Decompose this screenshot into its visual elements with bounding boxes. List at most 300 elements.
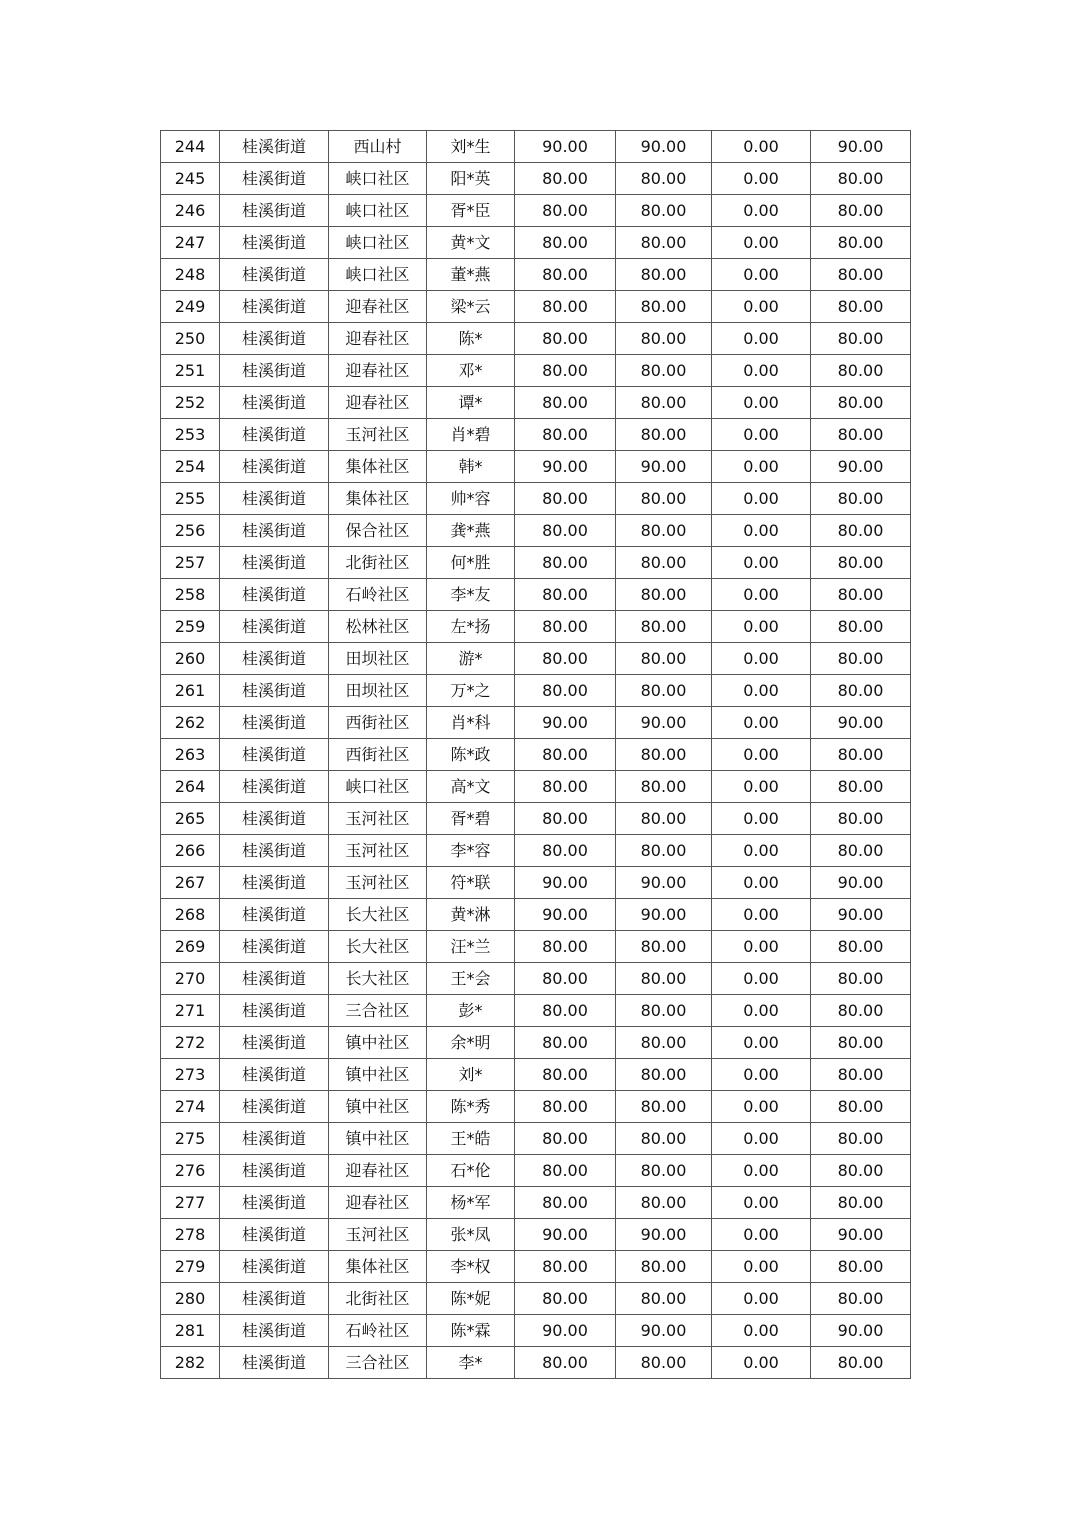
row-number-cell: 259	[161, 611, 220, 643]
amount-cell: 80.00	[616, 1347, 712, 1379]
name-cell: 彭*	[427, 995, 515, 1027]
name-cell: 韩*	[427, 451, 515, 483]
table-row	[161, 323, 911, 355]
amount-cell: 80.00	[616, 1123, 712, 1155]
street-cell: 桂溪街道	[220, 291, 329, 323]
amount-cell: 0.00	[712, 611, 811, 643]
community-cell: 峡口社区	[329, 227, 427, 259]
amount-cell: 90.00	[811, 707, 911, 739]
row-number-cell: 281	[161, 1315, 220, 1347]
amount-cell: 80.00	[616, 323, 712, 355]
name-cell: 左*扬	[427, 611, 515, 643]
amount-cell: 80.00	[811, 323, 911, 355]
amount-cell: 0.00	[712, 323, 811, 355]
amount-cell: 80.00	[515, 643, 616, 675]
amount-cell: 80.00	[811, 195, 911, 227]
community-cell: 峡口社区	[329, 771, 427, 803]
street-cell: 桂溪街道	[220, 323, 329, 355]
community-cell: 集体社区	[329, 483, 427, 515]
amount-cell: 90.00	[616, 899, 712, 931]
row-number-cell: 273	[161, 1059, 220, 1091]
amount-cell: 80.00	[811, 931, 911, 963]
amount-cell: 0.00	[712, 1187, 811, 1219]
street-cell: 桂溪街道	[220, 515, 329, 547]
row-number-cell: 277	[161, 1187, 220, 1219]
name-cell: 李*容	[427, 835, 515, 867]
street-cell: 桂溪街道	[220, 707, 329, 739]
street-cell: 桂溪街道	[220, 1155, 329, 1187]
amount-cell: 90.00	[616, 707, 712, 739]
table-row	[161, 1123, 911, 1155]
row-number-cell: 269	[161, 931, 220, 963]
name-cell: 高*文	[427, 771, 515, 803]
table-row	[161, 483, 911, 515]
amount-cell: 80.00	[515, 419, 616, 451]
amount-cell: 80.00	[616, 1187, 712, 1219]
table-row	[161, 291, 911, 323]
community-cell: 集体社区	[329, 451, 427, 483]
row-number-cell: 258	[161, 579, 220, 611]
amount-cell: 0.00	[712, 163, 811, 195]
amount-cell: 80.00	[616, 387, 712, 419]
amount-cell: 0.00	[712, 675, 811, 707]
table-row	[161, 131, 911, 163]
amount-cell: 80.00	[616, 803, 712, 835]
name-cell: 谭*	[427, 387, 515, 419]
row-number-cell: 252	[161, 387, 220, 419]
street-cell: 桂溪街道	[220, 227, 329, 259]
table-row	[161, 1347, 911, 1379]
amount-cell: 80.00	[515, 1187, 616, 1219]
amount-cell: 90.00	[811, 131, 911, 163]
table-row	[161, 803, 911, 835]
community-cell: 石岭社区	[329, 1315, 427, 1347]
row-number-cell: 262	[161, 707, 220, 739]
community-cell: 迎春社区	[329, 387, 427, 419]
amount-cell: 0.00	[712, 739, 811, 771]
community-cell: 保合社区	[329, 515, 427, 547]
name-cell: 刘*生	[427, 131, 515, 163]
table-row	[161, 419, 911, 451]
table-row	[161, 739, 911, 771]
amount-cell: 80.00	[616, 739, 712, 771]
name-cell: 肖*科	[427, 707, 515, 739]
row-number-cell: 265	[161, 803, 220, 835]
street-cell: 桂溪街道	[220, 1059, 329, 1091]
community-cell: 玉河社区	[329, 867, 427, 899]
name-cell: 何*胜	[427, 547, 515, 579]
row-number-cell: 257	[161, 547, 220, 579]
name-cell: 石*伦	[427, 1155, 515, 1187]
amount-cell: 80.00	[616, 483, 712, 515]
amount-cell: 0.00	[712, 867, 811, 899]
street-cell: 桂溪街道	[220, 899, 329, 931]
table-row	[161, 1027, 911, 1059]
row-number-cell: 255	[161, 483, 220, 515]
community-cell: 镇中社区	[329, 1123, 427, 1155]
amount-cell: 0.00	[712, 419, 811, 451]
street-cell: 桂溪街道	[220, 803, 329, 835]
amount-cell: 0.00	[712, 291, 811, 323]
community-cell: 玉河社区	[329, 419, 427, 451]
row-number-cell: 247	[161, 227, 220, 259]
community-cell: 三合社区	[329, 1347, 427, 1379]
street-cell: 桂溪街道	[220, 419, 329, 451]
amount-cell: 90.00	[811, 899, 911, 931]
amount-cell: 80.00	[811, 1251, 911, 1283]
amount-cell: 80.00	[515, 515, 616, 547]
amount-cell: 80.00	[616, 419, 712, 451]
street-cell: 桂溪街道	[220, 1123, 329, 1155]
amount-cell: 80.00	[515, 1123, 616, 1155]
street-cell: 桂溪街道	[220, 867, 329, 899]
name-cell: 王*会	[427, 963, 515, 995]
amount-cell: 80.00	[515, 227, 616, 259]
amount-cell: 80.00	[811, 1187, 911, 1219]
amount-cell: 0.00	[712, 963, 811, 995]
community-cell: 集体社区	[329, 1251, 427, 1283]
table-row	[161, 963, 911, 995]
amount-cell: 80.00	[515, 963, 616, 995]
amount-cell: 80.00	[811, 675, 911, 707]
community-cell: 长大社区	[329, 963, 427, 995]
amount-cell: 0.00	[712, 227, 811, 259]
amount-cell: 0.00	[712, 259, 811, 291]
amount-cell: 0.00	[712, 1315, 811, 1347]
amount-cell: 80.00	[811, 611, 911, 643]
name-cell: 龚*燕	[427, 515, 515, 547]
amount-cell: 80.00	[811, 387, 911, 419]
amount-cell: 0.00	[712, 707, 811, 739]
amount-cell: 80.00	[515, 835, 616, 867]
name-cell: 余*明	[427, 1027, 515, 1059]
row-number-cell: 272	[161, 1027, 220, 1059]
amount-cell: 80.00	[515, 611, 616, 643]
amount-cell: 80.00	[811, 547, 911, 579]
amount-cell: 0.00	[712, 643, 811, 675]
row-number-cell: 280	[161, 1283, 220, 1315]
name-cell: 汪*兰	[427, 931, 515, 963]
amount-cell: 80.00	[515, 355, 616, 387]
name-cell: 刘*	[427, 1059, 515, 1091]
amount-cell: 80.00	[515, 1155, 616, 1187]
name-cell: 阳*英	[427, 163, 515, 195]
amount-cell: 80.00	[515, 195, 616, 227]
data-table	[160, 130, 911, 1379]
street-cell: 桂溪街道	[220, 163, 329, 195]
amount-cell: 80.00	[515, 931, 616, 963]
row-number-cell: 248	[161, 259, 220, 291]
name-cell: 陈*霖	[427, 1315, 515, 1347]
amount-cell: 80.00	[515, 803, 616, 835]
amount-cell: 80.00	[616, 195, 712, 227]
amount-cell: 80.00	[515, 163, 616, 195]
amount-cell: 80.00	[811, 771, 911, 803]
name-cell: 胥*碧	[427, 803, 515, 835]
amount-cell: 80.00	[515, 579, 616, 611]
amount-cell: 80.00	[616, 1251, 712, 1283]
table-row	[161, 1283, 911, 1315]
amount-cell: 90.00	[515, 1219, 616, 1251]
street-cell: 桂溪街道	[220, 387, 329, 419]
community-cell: 松林社区	[329, 611, 427, 643]
amount-cell: 80.00	[616, 355, 712, 387]
amount-cell: 0.00	[712, 1027, 811, 1059]
amount-cell: 80.00	[616, 163, 712, 195]
street-cell: 桂溪街道	[220, 1283, 329, 1315]
name-cell: 陈*秀	[427, 1091, 515, 1123]
street-cell: 桂溪街道	[220, 1251, 329, 1283]
amount-cell: 0.00	[712, 899, 811, 931]
street-cell: 桂溪街道	[220, 1347, 329, 1379]
street-cell: 桂溪街道	[220, 259, 329, 291]
street-cell: 桂溪街道	[220, 483, 329, 515]
row-number-cell: 274	[161, 1091, 220, 1123]
amount-cell: 0.00	[712, 547, 811, 579]
street-cell: 桂溪街道	[220, 1027, 329, 1059]
amount-cell: 0.00	[712, 1123, 811, 1155]
row-number-cell: 256	[161, 515, 220, 547]
amount-cell: 80.00	[811, 1283, 911, 1315]
amount-cell: 80.00	[811, 1123, 911, 1155]
community-cell: 西山村	[329, 131, 427, 163]
row-number-cell: 261	[161, 675, 220, 707]
amount-cell: 80.00	[616, 931, 712, 963]
table-row	[161, 1091, 911, 1123]
row-number-cell: 250	[161, 323, 220, 355]
amount-cell: 80.00	[616, 1155, 712, 1187]
amount-cell: 80.00	[616, 259, 712, 291]
row-number-cell: 271	[161, 995, 220, 1027]
amount-cell: 80.00	[515, 675, 616, 707]
amount-cell: 0.00	[712, 515, 811, 547]
row-number-cell: 266	[161, 835, 220, 867]
amount-cell: 80.00	[515, 259, 616, 291]
table-row	[161, 1251, 911, 1283]
amount-cell: 90.00	[616, 451, 712, 483]
street-cell: 桂溪街道	[220, 195, 329, 227]
street-cell: 桂溪街道	[220, 1315, 329, 1347]
amount-cell: 0.00	[712, 1091, 811, 1123]
amount-cell: 80.00	[515, 387, 616, 419]
amount-cell: 90.00	[515, 899, 616, 931]
amount-cell: 0.00	[712, 1155, 811, 1187]
amount-cell: 80.00	[616, 771, 712, 803]
amount-cell: 80.00	[515, 547, 616, 579]
row-number-cell: 264	[161, 771, 220, 803]
community-cell: 玉河社区	[329, 1219, 427, 1251]
row-number-cell: 275	[161, 1123, 220, 1155]
amount-cell: 80.00	[616, 515, 712, 547]
row-number-cell: 268	[161, 899, 220, 931]
community-cell: 玉河社区	[329, 835, 427, 867]
street-cell: 桂溪街道	[220, 611, 329, 643]
amount-cell: 90.00	[616, 1315, 712, 1347]
name-cell: 杨*军	[427, 1187, 515, 1219]
amount-cell: 0.00	[712, 579, 811, 611]
amount-cell: 80.00	[811, 963, 911, 995]
name-cell: 肖*碧	[427, 419, 515, 451]
community-cell: 迎春社区	[329, 355, 427, 387]
amount-cell: 90.00	[515, 1315, 616, 1347]
community-cell: 峡口社区	[329, 259, 427, 291]
community-cell: 镇中社区	[329, 1027, 427, 1059]
community-cell: 迎春社区	[329, 1187, 427, 1219]
table-row	[161, 227, 911, 259]
amount-cell: 80.00	[515, 995, 616, 1027]
table-row	[161, 1187, 911, 1219]
street-cell: 桂溪街道	[220, 1187, 329, 1219]
amount-cell: 90.00	[616, 1219, 712, 1251]
amount-cell: 90.00	[515, 451, 616, 483]
amount-cell: 80.00	[515, 323, 616, 355]
row-number-cell: 267	[161, 867, 220, 899]
amount-cell: 80.00	[616, 547, 712, 579]
row-number-cell: 282	[161, 1347, 220, 1379]
community-cell: 西街社区	[329, 707, 427, 739]
name-cell: 帅*容	[427, 483, 515, 515]
amount-cell: 0.00	[712, 1059, 811, 1091]
amount-cell: 80.00	[515, 483, 616, 515]
community-cell: 玉河社区	[329, 803, 427, 835]
name-cell: 李*权	[427, 1251, 515, 1283]
name-cell: 王*皓	[427, 1123, 515, 1155]
amount-cell: 80.00	[515, 291, 616, 323]
table-row	[161, 547, 911, 579]
amount-cell: 80.00	[811, 483, 911, 515]
name-cell: 胥*臣	[427, 195, 515, 227]
amount-cell: 80.00	[811, 835, 911, 867]
row-number-cell: 249	[161, 291, 220, 323]
amount-cell: 80.00	[811, 803, 911, 835]
name-cell: 李*友	[427, 579, 515, 611]
amount-cell: 80.00	[616, 227, 712, 259]
community-cell: 北街社区	[329, 547, 427, 579]
community-cell: 长大社区	[329, 899, 427, 931]
community-cell: 西街社区	[329, 739, 427, 771]
amount-cell: 80.00	[515, 1283, 616, 1315]
amount-cell: 90.00	[515, 867, 616, 899]
table-row	[161, 1219, 911, 1251]
amount-cell: 80.00	[811, 995, 911, 1027]
table-row	[161, 259, 911, 291]
table-row	[161, 899, 911, 931]
amount-cell: 80.00	[616, 963, 712, 995]
amount-cell: 90.00	[811, 1219, 911, 1251]
amount-cell: 80.00	[811, 1091, 911, 1123]
amount-cell: 90.00	[811, 451, 911, 483]
name-cell: 黄*淋	[427, 899, 515, 931]
amount-cell: 80.00	[616, 1091, 712, 1123]
amount-cell: 90.00	[515, 131, 616, 163]
amount-cell: 80.00	[616, 835, 712, 867]
table-row	[161, 931, 911, 963]
amount-cell: 90.00	[616, 867, 712, 899]
amount-cell: 80.00	[811, 643, 911, 675]
street-cell: 桂溪街道	[220, 579, 329, 611]
community-cell: 迎春社区	[329, 323, 427, 355]
amount-cell: 80.00	[515, 1091, 616, 1123]
amount-cell: 80.00	[616, 995, 712, 1027]
community-cell: 峡口社区	[329, 163, 427, 195]
amount-cell: 0.00	[712, 387, 811, 419]
amount-cell: 80.00	[811, 1059, 911, 1091]
amount-cell: 80.00	[616, 579, 712, 611]
name-cell: 万*之	[427, 675, 515, 707]
table-row	[161, 643, 911, 675]
amount-cell: 0.00	[712, 995, 811, 1027]
amount-cell: 90.00	[811, 867, 911, 899]
name-cell: 陈*	[427, 323, 515, 355]
amount-cell: 80.00	[811, 259, 911, 291]
amount-cell: 80.00	[515, 771, 616, 803]
table-row	[161, 611, 911, 643]
row-number-cell: 276	[161, 1155, 220, 1187]
street-cell: 桂溪街道	[220, 771, 329, 803]
street-cell: 桂溪街道	[220, 835, 329, 867]
table-body	[161, 131, 911, 1379]
amount-cell: 0.00	[712, 355, 811, 387]
street-cell: 桂溪街道	[220, 995, 329, 1027]
table-row	[161, 451, 911, 483]
amount-cell: 80.00	[515, 1027, 616, 1059]
community-cell: 迎春社区	[329, 1155, 427, 1187]
amount-cell: 80.00	[811, 227, 911, 259]
table-row	[161, 163, 911, 195]
amount-cell: 80.00	[616, 675, 712, 707]
row-number-cell: 270	[161, 963, 220, 995]
community-cell: 迎春社区	[329, 291, 427, 323]
name-cell: 张*凤	[427, 1219, 515, 1251]
community-cell: 长大社区	[329, 931, 427, 963]
amount-cell: 0.00	[712, 931, 811, 963]
table-row	[161, 835, 911, 867]
street-cell: 桂溪街道	[220, 547, 329, 579]
street-cell: 桂溪街道	[220, 131, 329, 163]
name-cell: 陈*政	[427, 739, 515, 771]
amount-cell: 90.00	[811, 1315, 911, 1347]
amount-cell: 0.00	[712, 1283, 811, 1315]
amount-cell: 0.00	[712, 803, 811, 835]
amount-cell: 80.00	[811, 1027, 911, 1059]
amount-cell: 80.00	[811, 739, 911, 771]
community-cell: 田坝社区	[329, 675, 427, 707]
table-row	[161, 867, 911, 899]
amount-cell: 80.00	[616, 1283, 712, 1315]
row-number-cell: 279	[161, 1251, 220, 1283]
street-cell: 桂溪街道	[220, 963, 329, 995]
table-row	[161, 1315, 911, 1347]
amount-cell: 0.00	[712, 1251, 811, 1283]
row-number-cell: 245	[161, 163, 220, 195]
row-number-cell: 244	[161, 131, 220, 163]
street-cell: 桂溪街道	[220, 355, 329, 387]
amount-cell: 0.00	[712, 1347, 811, 1379]
amount-cell: 90.00	[616, 131, 712, 163]
street-cell: 桂溪街道	[220, 1219, 329, 1251]
table-row	[161, 771, 911, 803]
amount-cell: 80.00	[515, 1059, 616, 1091]
name-cell: 游*	[427, 643, 515, 675]
amount-cell: 80.00	[811, 1155, 911, 1187]
table-row	[161, 515, 911, 547]
community-cell: 峡口社区	[329, 195, 427, 227]
name-cell: 董*燕	[427, 259, 515, 291]
name-cell: 黄*文	[427, 227, 515, 259]
street-cell: 桂溪街道	[220, 451, 329, 483]
street-cell: 桂溪街道	[220, 675, 329, 707]
row-number-cell: 278	[161, 1219, 220, 1251]
